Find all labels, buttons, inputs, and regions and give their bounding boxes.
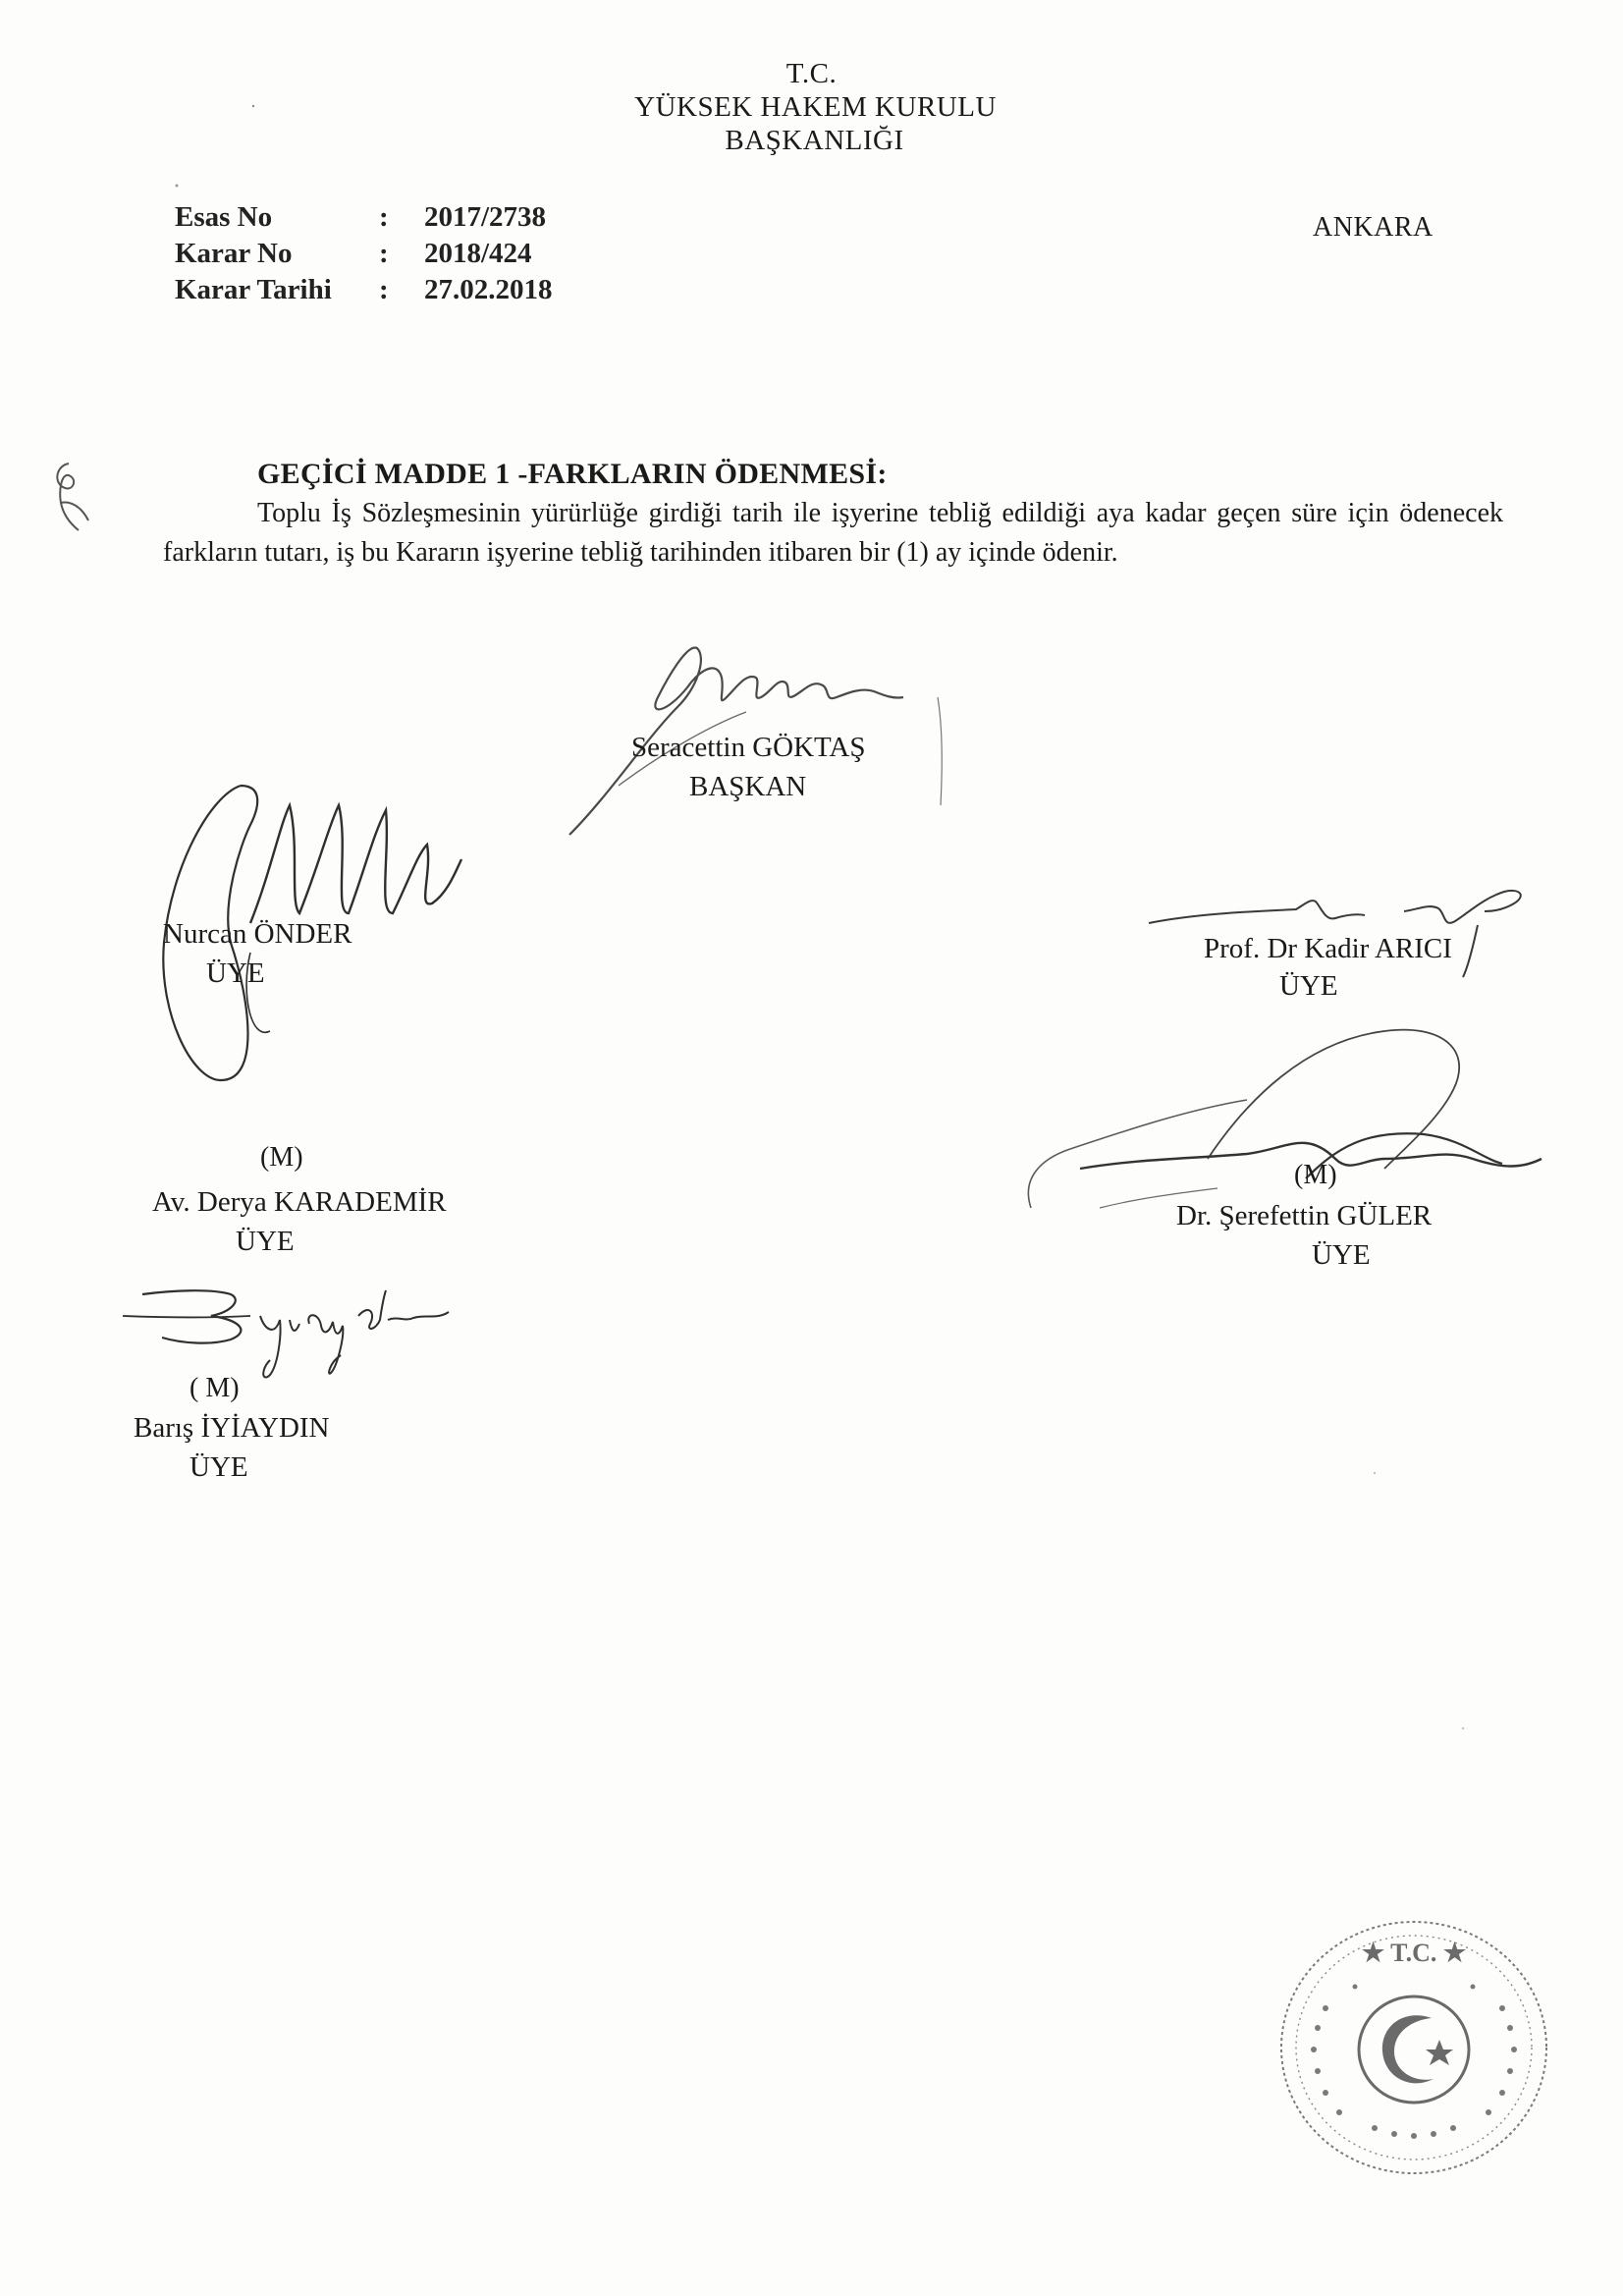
president-name: Seracettin GÖKTAŞ — [631, 732, 866, 763]
header-institution: YÜKSEK HAKEM KURULU — [634, 91, 997, 123]
iyiaydin-role: ÜYE — [189, 1451, 248, 1483]
arici-name: Prof. Dr Kadir ARICI — [1204, 933, 1452, 964]
guler-role: ÜYE — [1312, 1239, 1371, 1271]
decision-number: 2018/424 — [424, 238, 532, 269]
karademir-mark: (M) — [260, 1142, 303, 1173]
case-info — [175, 199, 553, 308]
official-seal — [1267, 1910, 1561, 2185]
header-country: T.C. — [785, 58, 838, 89]
arici-role: ÜYE — [1279, 970, 1338, 1002]
case-info-row — [175, 236, 553, 272]
header-office: BAŞKANLIĞI — [725, 125, 904, 156]
guler-name: Dr. Şerefettin GÜLER — [1176, 1200, 1433, 1231]
case-info-colon: : — [379, 238, 389, 269]
case-info-label: Karar Tarihi — [175, 274, 332, 305]
arici-signature — [1139, 874, 1551, 982]
onder-name: Nurcan ÖNDER — [163, 918, 352, 950]
president-role: BAŞKAN — [689, 771, 807, 802]
case-number: 2017/2738 — [424, 201, 547, 233]
case-info-colon: : — [379, 201, 389, 233]
onder-role: ÜYE — [206, 957, 265, 989]
document-header — [0, 57, 1623, 157]
article-body: Toplu İş Sözleşmesinin yürürlüğe girdiği tarih ile işyerine tebliğ edildiği aya kadar geçen süre için ödenecek farkların tutarı, iş bu Kararın işyerine tebliğ tarihinden itibaren bir (1) ay içinde ödenir. — [163, 498, 1503, 568]
karademir-name: Av. Derya KARADEMİR — [152, 1186, 447, 1218]
decision-date: 27.02.2018 — [424, 274, 553, 305]
iyiaydin-mark: ( M) — [189, 1373, 240, 1403]
svg-text:★ T.C. ★: ★ T.C. ★ — [1361, 1939, 1467, 1967]
case-info-colon: : — [379, 274, 389, 305]
city: ANKARA — [1313, 212, 1434, 243]
article-title: GEÇİCİ MADDE 1 -FARKLARIN ÖDENMESİ: — [257, 458, 888, 490]
case-info-row — [175, 199, 553, 236]
case-info-label: Esas No — [175, 201, 273, 233]
karademir-role: ÜYE — [236, 1226, 295, 1257]
iyiaydin-name: Barış İYİAYDIN — [134, 1412, 330, 1444]
margin-initial-mark — [39, 452, 108, 540]
case-info-row — [175, 272, 553, 308]
iyiaydin-signature — [113, 1277, 466, 1394]
case-info-label: Karar No — [175, 238, 293, 269]
guler-mark: (M) — [1294, 1160, 1337, 1190]
